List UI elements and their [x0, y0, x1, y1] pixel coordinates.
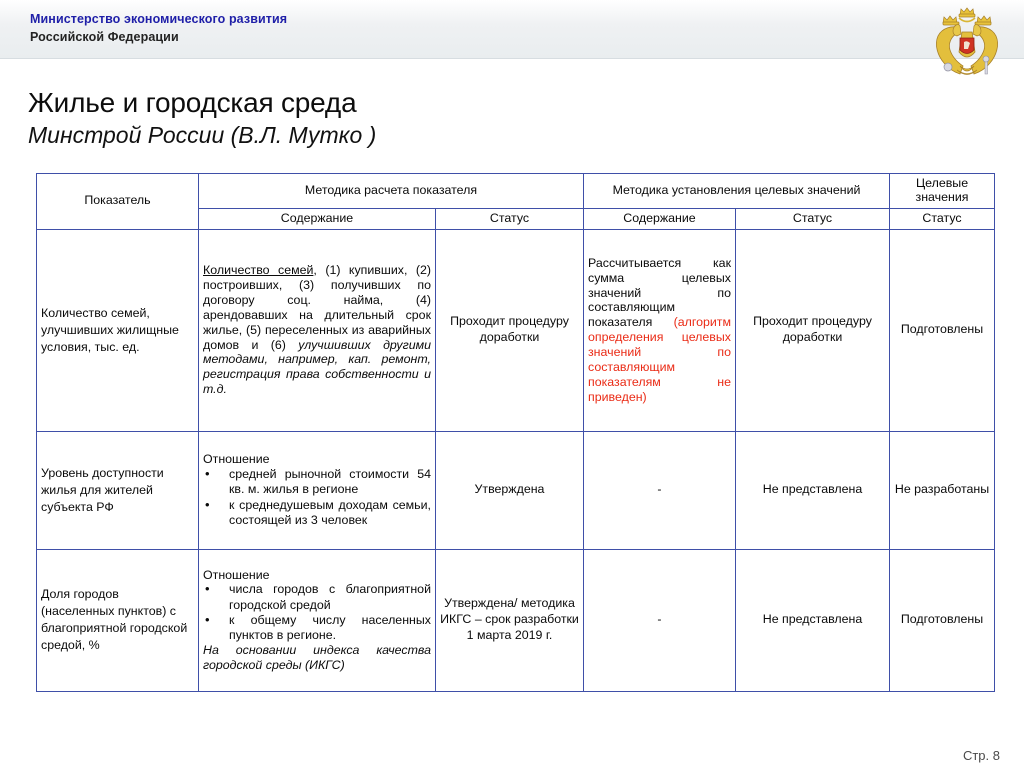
table-body	[37, 229, 995, 691]
row-calc-content	[199, 229, 436, 431]
row-calc-status: Утверждена	[436, 431, 584, 549]
calc-content-underlined: Количество семей	[203, 263, 314, 278]
table-head	[37, 174, 995, 230]
row-target-values-status: Подготовлены	[890, 229, 995, 431]
row-indicator: Доля городов (населенных пунктов) с благоприятной городской средой, %	[37, 549, 199, 691]
row-calc-status: Утверждена/ методика ИКГС – срок разработки 1 марта 2019 г.	[436, 549, 584, 691]
row-target-status: Не представлена	[736, 431, 890, 549]
th-sub-content-1: Содержание	[199, 208, 436, 229]
th-calc-method: Методика расчета показателя	[199, 174, 584, 209]
row-indicator: Количество семей, улучшивших жилищные условия, тыс. ед.	[37, 229, 199, 431]
th-sub-status-3: Статус	[890, 208, 995, 229]
ministry-name-line1: Министерство экономического развития	[30, 12, 288, 26]
russian-coat-of-arms-icon	[930, 4, 1004, 82]
page-subtitle: Минстрой России (В.Л. Мутко )	[28, 122, 377, 148]
row-calc-status: Проходит процедуру доработки	[436, 229, 584, 431]
target-content-red: (алгоритм определения целевых значений по составляющим показателям не приведен)	[588, 315, 731, 404]
th-indicator: Показатель	[37, 174, 199, 230]
indicators-table	[36, 173, 995, 692]
calc-content-normal: , (1) купивших, (2) построивших, (3) получивших по договору соц. найма, (4) арендовавших на длительный срок жилье, (5) переселенных из аварийных домов и (6)	[203, 263, 431, 352]
row-target-status: Не представлена	[736, 549, 890, 691]
calc-bullet-list	[203, 582, 431, 643]
calc-note: На основании индекса качества городской среды (ИКГС)	[203, 642, 431, 672]
row-target-values-status: Не разработаны	[890, 431, 995, 549]
list-item: • средней рыночной стоимости 54 кв. м. жилья в регионе	[203, 467, 431, 497]
row-target-status: Проходит процедуру доработки	[736, 229, 890, 431]
list-item: • к среднедушевым доходам семьи, состоящей из 3 человек	[203, 498, 431, 528]
row-target-values-status: Подготовлены	[890, 549, 995, 691]
th-sub-status-1: Статус	[436, 208, 584, 229]
row-target-content: -	[584, 549, 736, 691]
calc-lead: Отношение	[203, 567, 270, 582]
th-target-method: Методика установления целевых значений	[584, 174, 890, 209]
row-calc-content	[199, 431, 436, 549]
th-target-values: Целевые значения	[890, 174, 995, 209]
row-target-content: -	[584, 431, 736, 549]
table-header-row-1	[37, 174, 995, 209]
table-row	[37, 229, 995, 431]
th-sub-status-2: Статус	[736, 208, 890, 229]
target-content-normal: Рассчитывается как сумма целевых значений по составляющим показателя	[588, 255, 731, 330]
th-sub-content-2: Содержание	[584, 208, 736, 229]
table-row	[37, 549, 995, 691]
calc-bullet-list	[203, 467, 431, 528]
calc-lead: Отношение	[203, 452, 270, 467]
row-target-content	[584, 229, 736, 431]
indicators-table-wrapper	[36, 173, 994, 692]
row-indicator: Уровень доступности жилья для жителей субъекта РФ	[37, 431, 199, 549]
table-row	[37, 431, 995, 549]
page-number: Стр. 8	[962, 748, 1000, 763]
ministry-header-bar	[0, 0, 1024, 59]
list-item: • к общему числу населенных пунктов в регионе.	[203, 613, 431, 643]
list-item: • числа городов с благоприятной городской средой	[203, 582, 431, 612]
page-title: Жилье и городская среда	[28, 87, 357, 118]
calc-content-italic: улучшивших другими методами, например, кап. ремонт, регистрация права собственности и т.д.	[203, 337, 431, 397]
ministry-name-line2: Российской Федерации	[30, 30, 179, 44]
row-calc-content	[199, 549, 436, 691]
